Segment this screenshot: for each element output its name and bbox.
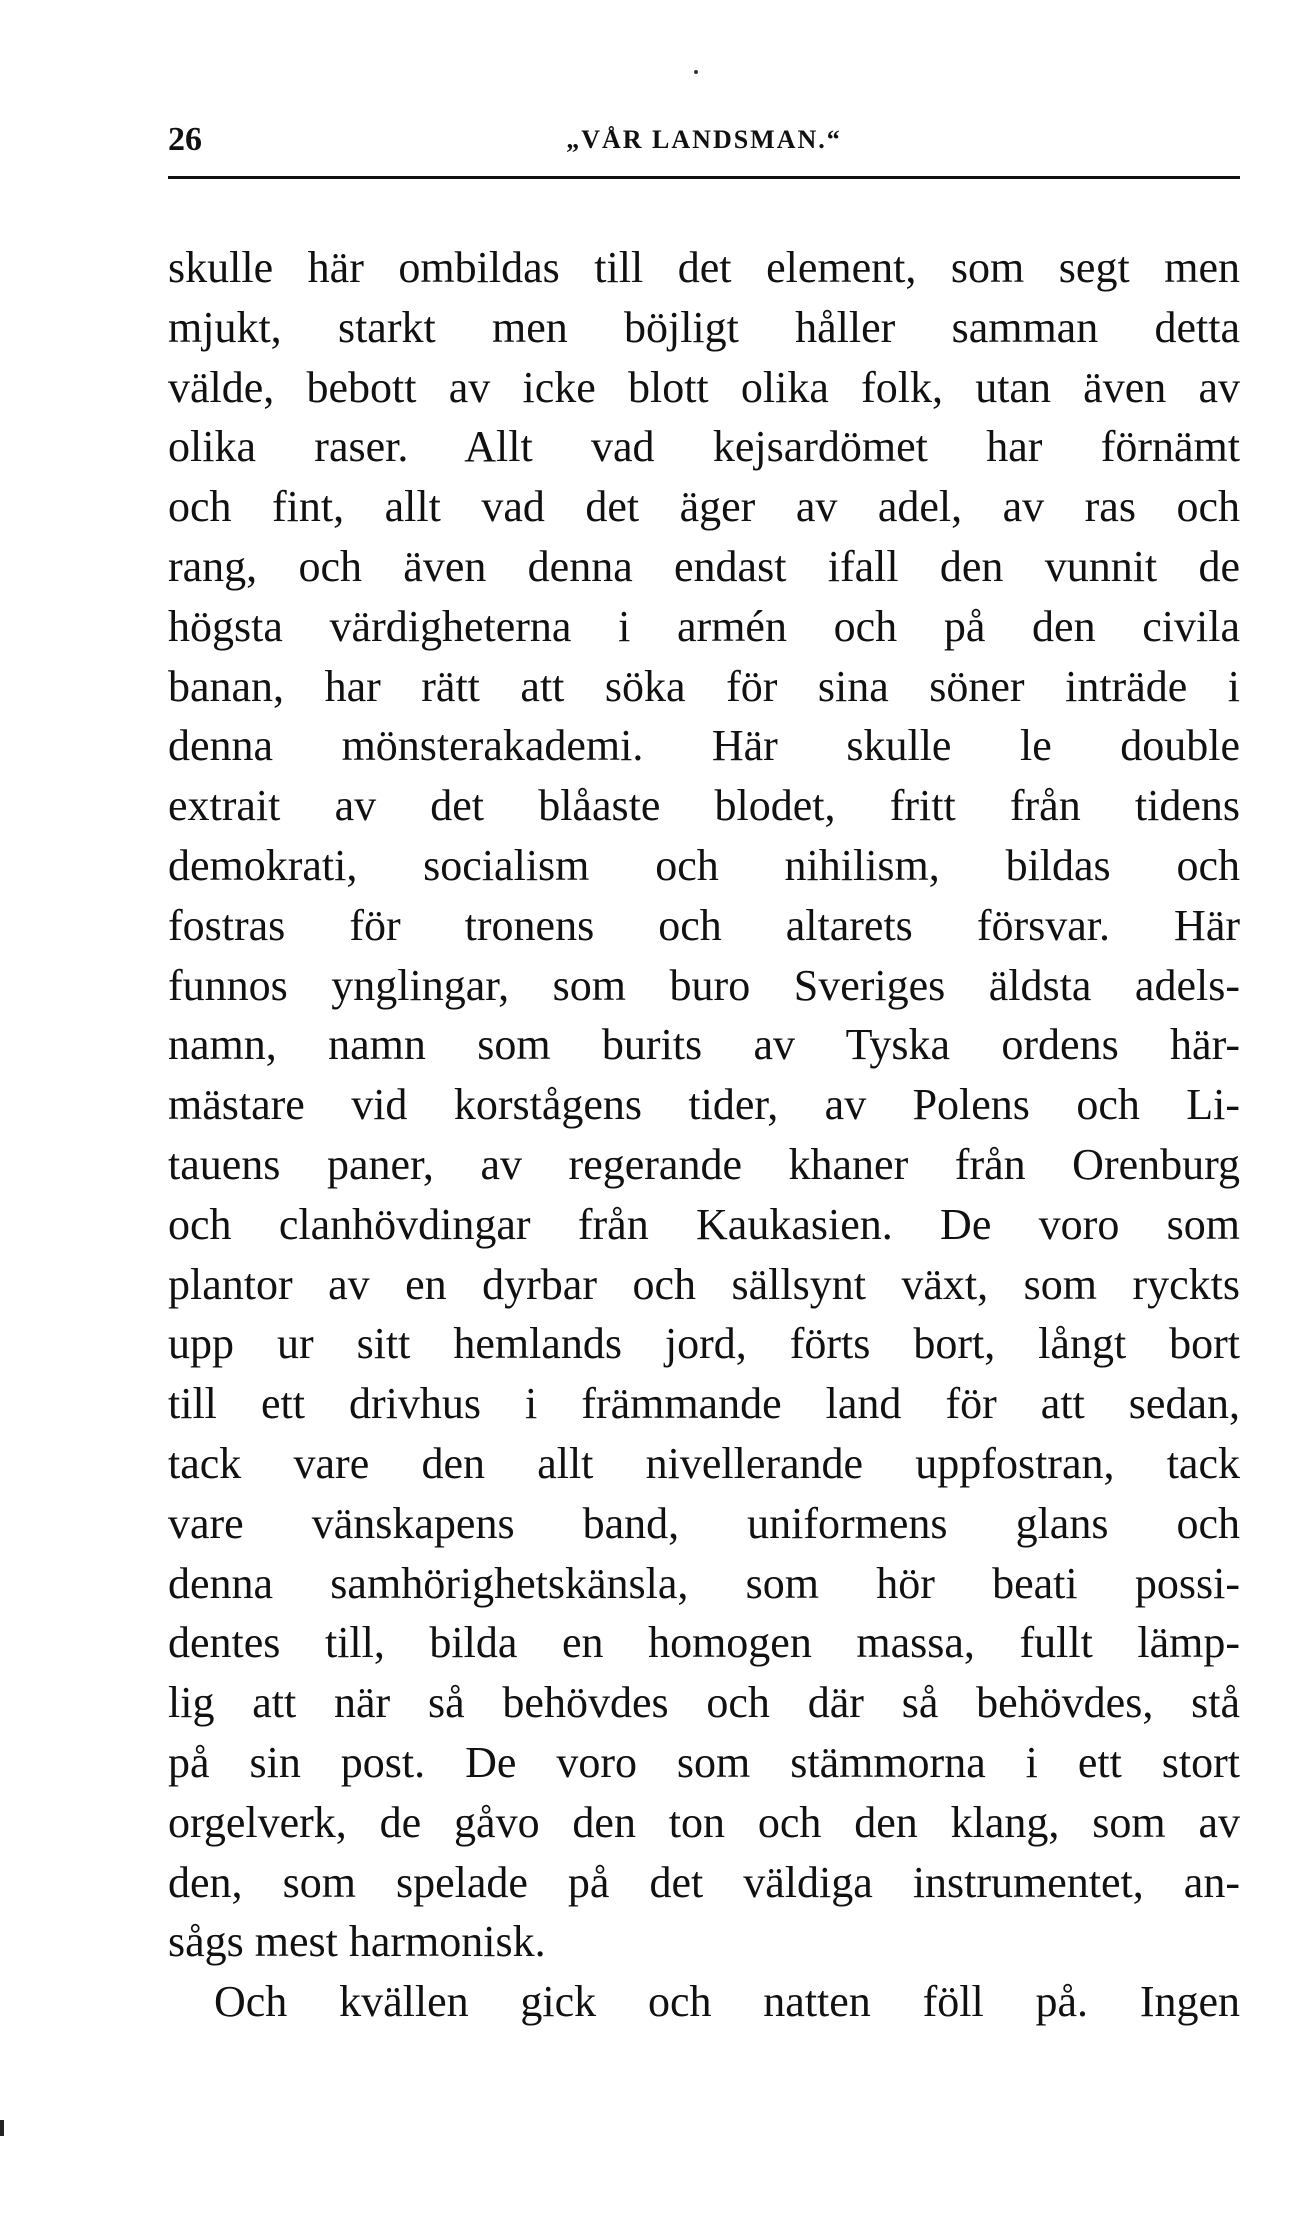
text-line: mästare vid korstågens tider, av Polens och Li-: [168, 1080, 1240, 1130]
text-line: denna mönsterakademi. Här skulle le double: [168, 721, 1240, 771]
text-line: olika raser. Allt vad kejsardömet har förnämt: [168, 422, 1240, 472]
text-line: banan, har rätt att söka för sina söner inträde i: [168, 661, 1240, 711]
text-line: denna samhörighetskänsla, som hör beati possi-: [168, 1558, 1240, 1608]
text-line: fostras för tronens och altarets försvar. Här: [168, 900, 1240, 950]
text-line: orgelverk, de gåvo den ton och den klang, som av: [168, 1797, 1240, 1847]
text-line: tack vare den allt nivellerande uppfostran, tack: [168, 1438, 1240, 1488]
paragraph: [168, 238, 1240, 1972]
text-line: och fint, allt vad det äger av adel, av ras och: [168, 482, 1240, 532]
paragraph: [168, 1972, 1240, 2032]
text-line: namn, namn som burits av Tyska ordens här-: [168, 1020, 1240, 1070]
text-line: tauens paner, av regerande khaner från Orenburg: [168, 1139, 1240, 1189]
text-line: lig att när så behövdes och där så behövdes, stå: [168, 1678, 1240, 1728]
text-line: till ett drivhus i främmande land för att sedan,: [168, 1379, 1240, 1429]
text-line: extrait av det blåaste blodet, fritt från tidens: [168, 781, 1240, 831]
text-line: på sin post. De voro som stämmorna i ett stort: [168, 1737, 1240, 1787]
text-line: den, som spelade på det väldiga instrumentet, an-: [168, 1857, 1240, 1907]
text-line: mjukt, starkt men böjligt håller samman detta: [168, 302, 1240, 352]
text-line: funnos ynglingar, som buro Sveriges äldsta adels-: [168, 960, 1240, 1010]
text-line: vare vänskapens band, uniformens glans och: [168, 1498, 1240, 1548]
text-line: skulle här ombildas till det element, som segt men: [168, 243, 1240, 292]
text-line: Och kvällen gick och natten föll på. Ingen: [214, 1977, 1240, 2027]
running-head: [168, 118, 1240, 162]
text-line: dentes till, bilda en homogen massa, fullt lämp-: [168, 1618, 1240, 1668]
text-line: rang, och även denna endast ifall den vunnit de: [168, 541, 1240, 591]
text-line: plantor av en dyrbar och sällsynt växt, som ryckts: [168, 1259, 1240, 1309]
running-title: „VÅR LANDSMAN.“: [566, 125, 842, 154]
body-text: [168, 238, 1240, 2032]
text-line: sågs mest harmonisk.: [168, 1917, 546, 1967]
text-line: välde, bebott av icke blott olika folk, utan även av: [168, 362, 1240, 412]
text-line: högsta värdigheterna i armén och på den civila: [168, 601, 1240, 651]
text-line: upp ur sitt hemlands jord, förts bort, långt bort: [168, 1319, 1240, 1369]
margin-mark: [0, 2120, 4, 2136]
header-rule: [168, 176, 1240, 179]
page-number: 26: [168, 121, 202, 158]
text-line: och clanhövdingar från Kaukasien. De voro som: [168, 1199, 1240, 1249]
print-speck: [694, 70, 698, 74]
text-line: demokrati, socialism och nihilism, bildas och: [168, 840, 1240, 890]
